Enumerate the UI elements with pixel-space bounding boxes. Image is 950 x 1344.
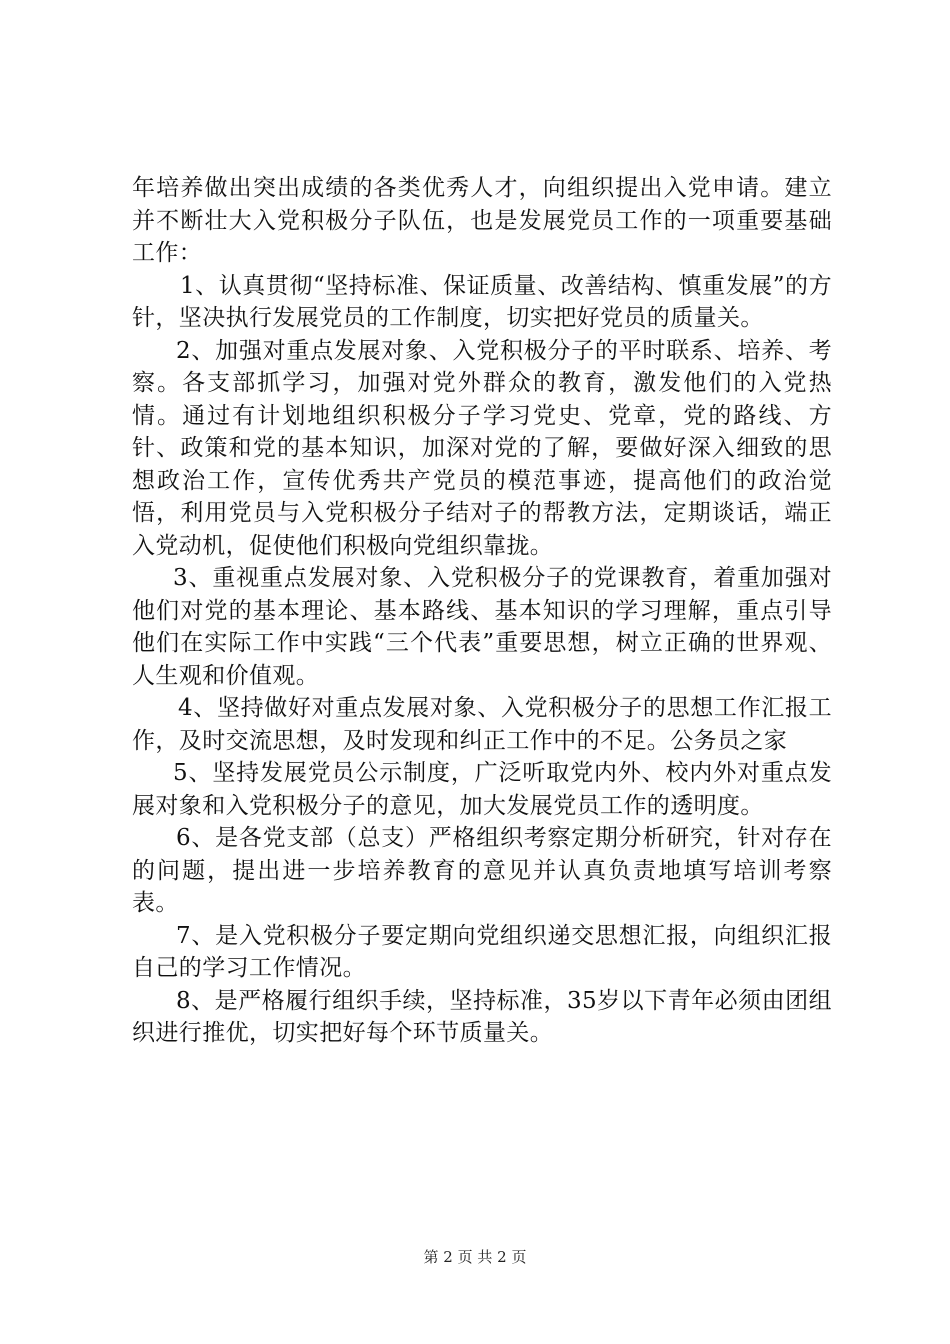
paragraph-item-5: 5、坚持发展党员公示制度，广泛听取党内外、校内外对重点发展对象和入党积极分子的意见，加大发展党员工作的透明度。 <box>132 760 832 819</box>
paragraph-item-6: 6、是各党支部（总支）严格组织考察定期分析研究，针对存在的问题，提出进一步培养教育的意见并认真负责地填写培训考察表。 <box>132 825 832 916</box>
paragraph-item-2: 2、加强对重点发展对象、入党积极分子的平时联系、培养、考察。各支部抓学习，加强对党外群众的教育，激发他们的入党热情。通过有计划地组织积极分子学习党史、党章，党的路线、方针、政策和党的基本知识，加深对党的了解，要做好深入细致的思想政治工作，宣传优秀共产党员的模范事迹，提高他们的政治觉悟，利用党员与入党积极分子结对子的帮教方法，定期谈话，端正入党动机，促使他们积极向党组织靠拢。 <box>132 337 832 559</box>
paragraph-item-7: 7、是入党积极分子要定期向党组织递交思想汇报，向组织汇报自己的学习工作情况。 <box>132 922 832 981</box>
paragraph-item-1: 1、认真贯彻“坚持标准、保证质量、改善结构、慎重发展”的方针，坚决执行发展党员的工作制度，切实把好党员的质量关。 <box>132 272 832 331</box>
paragraph-intro: 年培养做出突出成绩的各类优秀人才，向组织提出入党申请。建立并不断壮大入党积极分子队伍，也是发展党员工作的一项重要基础工作： <box>132 175 832 266</box>
paragraph-item-4: 4、坚持做好对重点发展对象、入党积极分子的思想工作汇报工作，及时交流思想，及时发现和纠正工作中的不足。公务员之家 <box>132 695 832 754</box>
page-number-footer: 第 2 页 共 2 页 <box>423 1248 527 1266</box>
paragraph-item-3: 3、重视重点发展对象、入党积极分子的党课教育，着重加强对他们对党的基本理论、基本路线、基本知识的学习理解，重点引导他们在实际工作中实践“三个代表”重要思想，树立正确的世界观、人生观和价值观。 <box>132 565 832 689</box>
document-body <box>132 172 832 1050</box>
paragraph-item-8: 8、是严格履行组织手续，坚持标准，35岁以下青年必须由团组织进行推优，切实把好每个环节质量关。 <box>132 987 832 1046</box>
